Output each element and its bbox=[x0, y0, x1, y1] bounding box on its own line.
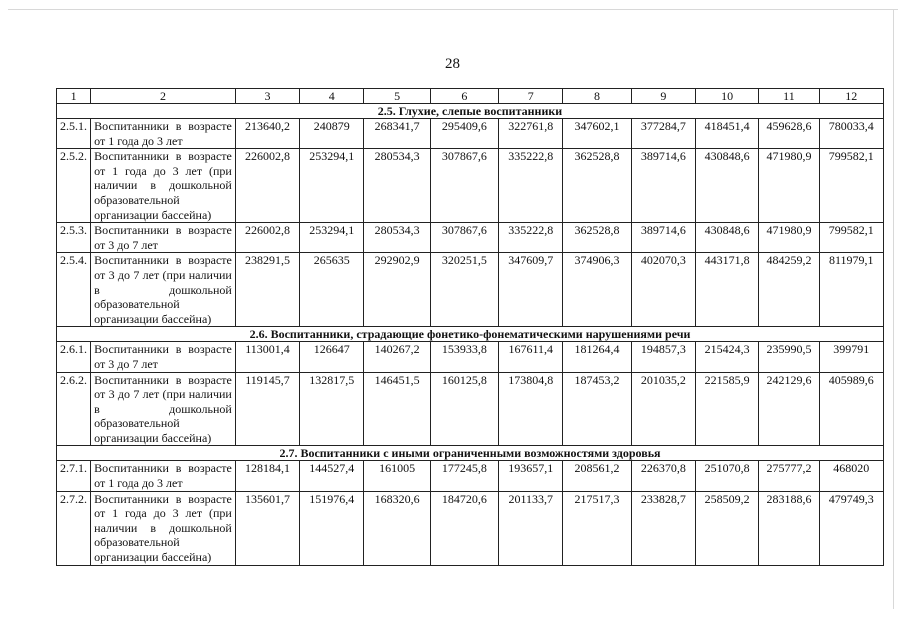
value-cell: 253294,1 bbox=[300, 223, 364, 253]
value-cell: 292902,9 bbox=[364, 253, 430, 327]
table-row bbox=[57, 491, 884, 565]
value-cell: 468020 bbox=[819, 461, 883, 491]
section-title: 2.6. Воспитанники, страдающие фонетико-фонематическими нарушениями речи bbox=[57, 327, 884, 342]
column-number-cell: 9 bbox=[631, 89, 695, 104]
value-cell: 280534,3 bbox=[364, 149, 430, 223]
value-cell: 283188,6 bbox=[759, 491, 819, 565]
value-cell: 238291,5 bbox=[235, 253, 299, 327]
value-cell: 443171,8 bbox=[696, 253, 759, 327]
scan-edge-right bbox=[893, 9, 894, 609]
value-cell: 265635 bbox=[300, 253, 364, 327]
value-cell: 780033,4 bbox=[819, 119, 883, 149]
row-code: 2.5.2. bbox=[57, 149, 91, 223]
table-row bbox=[57, 149, 884, 223]
column-number-cell: 11 bbox=[759, 89, 819, 104]
value-cell: 208561,2 bbox=[563, 461, 631, 491]
section-header-row bbox=[57, 446, 884, 461]
value-cell: 201035,2 bbox=[631, 372, 695, 446]
page-number: 28 bbox=[445, 56, 460, 72]
value-cell: 144527,4 bbox=[300, 461, 364, 491]
section-title: 2.5. Глухие, слепые воспитанники bbox=[57, 104, 884, 119]
value-cell: 213640,2 bbox=[235, 119, 299, 149]
column-number-cell: 7 bbox=[499, 89, 563, 104]
row-code: 2.5.1. bbox=[57, 119, 91, 149]
value-cell: 399791 bbox=[819, 342, 883, 372]
value-cell: 201133,7 bbox=[499, 491, 563, 565]
value-cell: 161005 bbox=[364, 461, 430, 491]
value-cell: 135601,7 bbox=[235, 491, 299, 565]
value-cell: 146451,5 bbox=[364, 372, 430, 446]
row-code: 2.6.1. bbox=[57, 342, 91, 372]
value-cell: 128184,1 bbox=[235, 461, 299, 491]
value-cell: 811979,1 bbox=[819, 253, 883, 327]
value-cell: 167611,4 bbox=[499, 342, 563, 372]
row-code: 2.6.2. bbox=[57, 372, 91, 446]
value-cell: 193657,1 bbox=[499, 461, 563, 491]
scan-edge-top bbox=[8, 9, 898, 10]
column-number-cell: 10 bbox=[696, 89, 759, 104]
value-cell: 242129,6 bbox=[759, 372, 819, 446]
row-code: 2.7.1. bbox=[57, 461, 91, 491]
value-cell: 268341,7 bbox=[364, 119, 430, 149]
value-cell: 187453,2 bbox=[563, 372, 631, 446]
value-cell: 253294,1 bbox=[300, 149, 364, 223]
value-cell: 459628,6 bbox=[759, 119, 819, 149]
value-cell: 418451,4 bbox=[696, 119, 759, 149]
value-cell: 168320,6 bbox=[364, 491, 430, 565]
table-row bbox=[57, 372, 884, 446]
table-row bbox=[57, 461, 884, 491]
row-description: Воспитанники в возрасте от 3 до 7 лет bbox=[91, 223, 236, 253]
value-cell: 471980,9 bbox=[759, 223, 819, 253]
value-cell: 307867,6 bbox=[430, 149, 498, 223]
value-cell: 258509,2 bbox=[696, 491, 759, 565]
value-cell: 389714,6 bbox=[631, 149, 695, 223]
table-body bbox=[57, 89, 884, 566]
column-number-cell: 2 bbox=[91, 89, 236, 104]
value-cell: 389714,6 bbox=[631, 223, 695, 253]
column-number-cell: 5 bbox=[364, 89, 430, 104]
value-cell: 430848,6 bbox=[696, 223, 759, 253]
row-description: Воспитанники в возрасте от 1 года до 3 лет bbox=[91, 119, 236, 149]
value-cell: 320251,5 bbox=[430, 253, 498, 327]
value-cell: 347609,7 bbox=[499, 253, 563, 327]
column-number-cell: 8 bbox=[563, 89, 631, 104]
column-number-cell: 4 bbox=[300, 89, 364, 104]
value-cell: 362528,8 bbox=[563, 223, 631, 253]
value-cell: 184720,6 bbox=[430, 491, 498, 565]
value-cell: 335222,8 bbox=[499, 149, 563, 223]
tariff-table bbox=[56, 88, 884, 566]
row-description: Воспитанники в возрасте от 3 до 7 лет (при наличии в дошкольной образовательной организации бассейна) bbox=[91, 253, 236, 327]
row-description: Воспитанники в возрасте от 1 года до 3 лет (при наличии в дошкольной образовательной организации бассейна) bbox=[91, 149, 236, 223]
value-cell: 113001,4 bbox=[235, 342, 299, 372]
column-number-cell: 1 bbox=[57, 89, 91, 104]
value-cell: 322761,8 bbox=[499, 119, 563, 149]
value-cell: 295409,6 bbox=[430, 119, 498, 149]
value-cell: 405989,6 bbox=[819, 372, 883, 446]
table-row bbox=[57, 253, 884, 327]
value-cell: 374906,3 bbox=[563, 253, 631, 327]
value-cell: 233828,7 bbox=[631, 491, 695, 565]
section-title: 2.7. Воспитанники с иными ограниченными возможностями здоровья bbox=[57, 446, 884, 461]
value-cell: 226002,8 bbox=[235, 223, 299, 253]
value-cell: 430848,6 bbox=[696, 149, 759, 223]
table-row bbox=[57, 119, 884, 149]
value-cell: 217517,3 bbox=[563, 491, 631, 565]
value-cell: 173804,8 bbox=[499, 372, 563, 446]
value-cell: 347602,1 bbox=[563, 119, 631, 149]
value-cell: 215424,3 bbox=[696, 342, 759, 372]
value-cell: 181264,4 bbox=[563, 342, 631, 372]
value-cell: 307867,6 bbox=[430, 223, 498, 253]
value-cell: 140267,2 bbox=[364, 342, 430, 372]
row-code: 2.5.4. bbox=[57, 253, 91, 327]
row-code: 2.5.3. bbox=[57, 223, 91, 253]
value-cell: 479749,3 bbox=[819, 491, 883, 565]
value-cell: 484259,2 bbox=[759, 253, 819, 327]
value-cell: 126647 bbox=[300, 342, 364, 372]
value-cell: 799582,1 bbox=[819, 149, 883, 223]
section-header-row bbox=[57, 104, 884, 119]
row-description: Воспитанники в возрасте от 3 до 7 лет (при наличии в дошкольной образовательной организации бассейна) bbox=[91, 372, 236, 446]
row-description: Воспитанники в возрасте от 1 года до 3 лет (при наличии в дошкольной образовательной организации бассейна) bbox=[91, 491, 236, 565]
value-cell: 226002,8 bbox=[235, 149, 299, 223]
value-cell: 177245,8 bbox=[430, 461, 498, 491]
value-cell: 151976,4 bbox=[300, 491, 364, 565]
value-cell: 194857,3 bbox=[631, 342, 695, 372]
value-cell: 251070,8 bbox=[696, 461, 759, 491]
value-cell: 240879 bbox=[300, 119, 364, 149]
value-cell: 402070,3 bbox=[631, 253, 695, 327]
column-number-cell: 3 bbox=[235, 89, 299, 104]
value-cell: 335222,8 bbox=[499, 223, 563, 253]
value-cell: 160125,8 bbox=[430, 372, 498, 446]
value-cell: 235990,5 bbox=[759, 342, 819, 372]
value-cell: 377284,7 bbox=[631, 119, 695, 149]
section-header-row bbox=[57, 327, 884, 342]
row-description: Воспитанники в возрасте от 3 до 7 лет bbox=[91, 342, 236, 372]
value-cell: 362528,8 bbox=[563, 149, 631, 223]
value-cell: 221585,9 bbox=[696, 372, 759, 446]
column-number-row bbox=[57, 89, 884, 104]
column-number-cell: 12 bbox=[819, 89, 883, 104]
column-number-cell: 6 bbox=[430, 89, 498, 104]
value-cell: 132817,5 bbox=[300, 372, 364, 446]
table-row bbox=[57, 223, 884, 253]
value-cell: 226370,8 bbox=[631, 461, 695, 491]
value-cell: 799582,1 bbox=[819, 223, 883, 253]
value-cell: 153933,8 bbox=[430, 342, 498, 372]
row-description: Воспитанники в возрасте от 1 года до 3 лет bbox=[91, 461, 236, 491]
table-row bbox=[57, 342, 884, 372]
value-cell: 275777,2 bbox=[759, 461, 819, 491]
value-cell: 471980,9 bbox=[759, 149, 819, 223]
value-cell: 280534,3 bbox=[364, 223, 430, 253]
row-code: 2.7.2. bbox=[57, 491, 91, 565]
value-cell: 119145,7 bbox=[235, 372, 299, 446]
